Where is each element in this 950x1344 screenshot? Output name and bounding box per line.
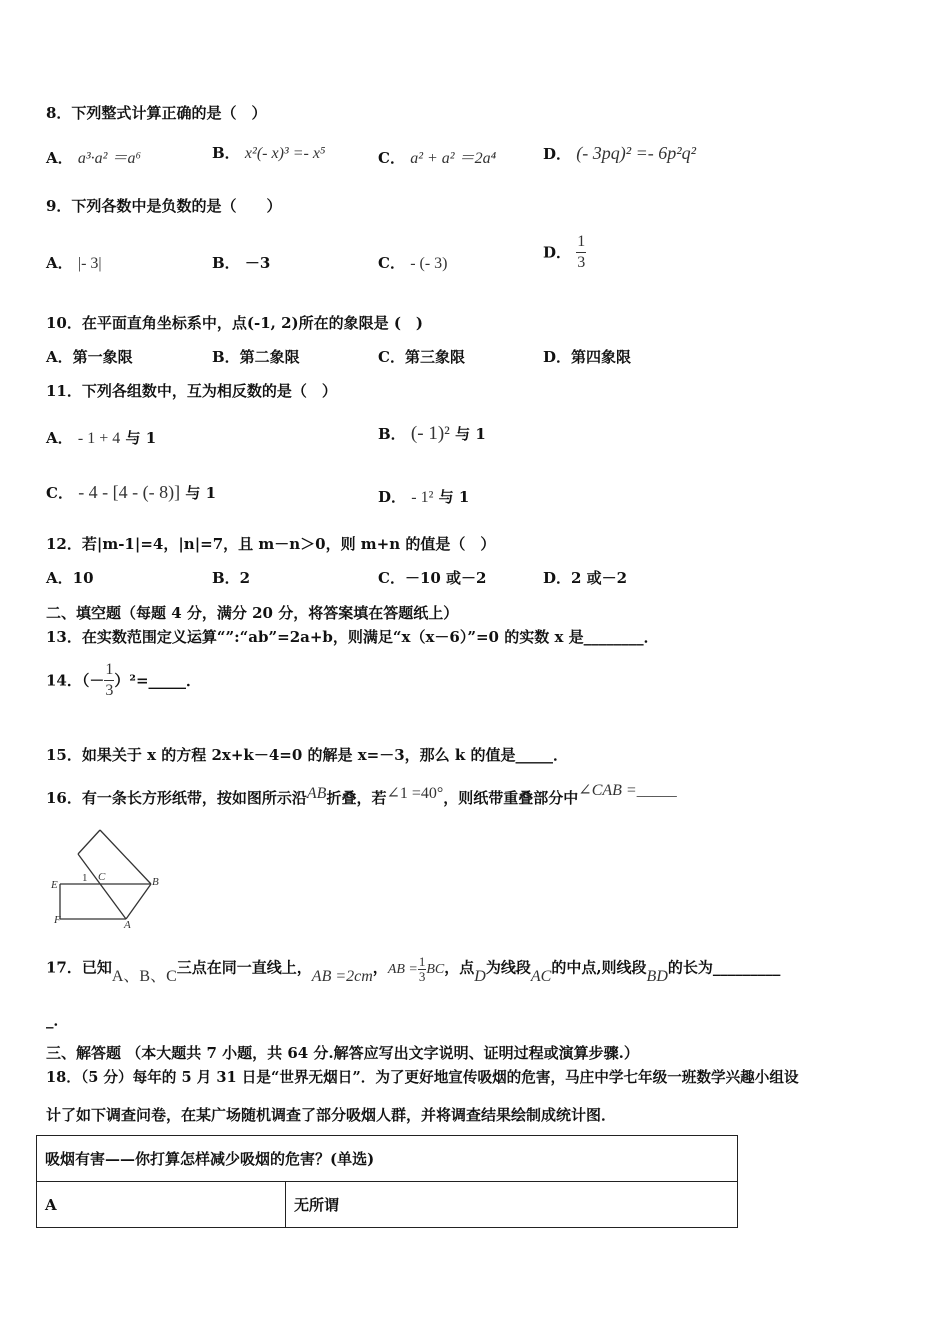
q8-b-expr: x²(- x)³ =- x⁵: [244, 145, 326, 162]
q8-option-d: [543, 143, 696, 164]
q11-a-tail: 与 1: [125, 429, 157, 447]
q17-rel-numerator: 1: [418, 954, 426, 969]
q8-option-c: [378, 148, 496, 169]
q14-denominator: 3: [105, 682, 114, 699]
q11-b-expr: (- 1)²: [410, 423, 450, 444]
q8-d-label: D．: [543, 145, 572, 163]
q16-figure: [48, 828, 168, 928]
q9-stem: 9．下列各数中是负数的是（ ）: [46, 197, 282, 215]
q16-part2: 折叠，若: [326, 789, 387, 807]
q16-angle: ∠1 =40°: [386, 785, 444, 802]
q17-continuation: _．: [46, 1011, 69, 1029]
q16: [46, 782, 677, 809]
q11-stem: 11．下列各组数中，互为相反数的是（ ）: [46, 382, 337, 400]
q11-option-d: [378, 487, 469, 508]
q17-part5: 的中点,则线段: [551, 958, 647, 977]
q14: [46, 660, 201, 701]
label-angle-1: 1: [82, 872, 88, 884]
q8-d-expr: (- 3pq)² =- 6p²q²: [576, 143, 697, 163]
q14-numerator: 1: [104, 660, 114, 681]
q8-option-b: [212, 143, 326, 164]
fold-edge-bottom: [78, 854, 126, 919]
q11-option-c: [46, 482, 216, 503]
q8-a-expr: a³·a² ＝a⁶: [77, 150, 142, 167]
q17: [46, 955, 780, 984]
q10-option-d: D．第四象限: [543, 348, 632, 366]
survey-header: 吸烟有害——你打算怎样减少吸烟的危害？(单选): [37, 1136, 738, 1182]
q17-part2: 三点在同一直线上，: [176, 958, 312, 977]
q8-stem: 8．下列整式计算正确的是（ ）: [46, 104, 267, 122]
q18-line2: 计了如下调查问卷，在某广场随机调查了部分吸烟人群，并将调查结果绘制成统计图．: [46, 1106, 617, 1124]
q18-line1: 18．（5 分）每年的 5 月 31 日是“世界无烟日”．为了更好地宣传吸烟的危害，马庄中学七年级一班数学兴趣小组设: [46, 1069, 799, 1086]
survey-option-text: 无所谓: [286, 1182, 738, 1228]
q12-option-a: A．10: [46, 569, 94, 587]
q17-part1: 17．已知: [46, 958, 112, 977]
q8-a-label: A．: [46, 149, 73, 167]
q9-c-expr: - (- 3): [410, 255, 448, 272]
edge-a-b: [126, 884, 151, 919]
q8-b-label: B．: [212, 144, 240, 162]
q11-b-label: B．: [378, 425, 406, 443]
q17-points: A、B、C: [111, 967, 177, 985]
q17-ac: AC: [530, 967, 552, 985]
q12-option-d: D．2 或－2: [543, 569, 628, 587]
q17-rel-denominator: 3: [418, 969, 426, 984]
fold-edge-left: [78, 830, 100, 854]
q11-c-tail: 与 1: [185, 484, 217, 502]
q17-rel-post: BC: [426, 961, 445, 977]
q14-suffix: ）²=_____．: [114, 671, 202, 690]
q10-stem: 10．在平面直角坐标系中，点(-1, 2)所在的象限是 ( ): [46, 314, 424, 332]
q14-prefix: 14．（－: [46, 671, 105, 690]
q9-b-label: B．: [212, 254, 240, 272]
q16-part1: 16．有一条长方形纸带，按如图所示沿: [46, 789, 307, 807]
label-c: C: [98, 871, 106, 883]
q10-option-b: B．第二象限: [212, 348, 300, 366]
q15-text: 15．如果关于 x 的方程 2x+k－4=0 的解是 x=－3，那么 k 的值是_____．: [46, 746, 568, 764]
q16-part3: ，则纸带重叠部分中: [443, 789, 579, 807]
section-3-title: 三、解答题 （本大题共 7 小题，共 64 分.解答应写出文字说明、证明过程或演算步骤.）: [46, 1044, 639, 1062]
q11-option-b: [378, 424, 486, 444]
q11-a-label: A．: [46, 429, 73, 447]
label-b: B: [152, 876, 159, 888]
q9-a-expr: |- 3|: [77, 255, 102, 272]
q17-relation: [387, 954, 445, 984]
q9-option-b: [212, 253, 270, 273]
q17-bd: BD: [646, 967, 668, 985]
q8-option-a: [46, 148, 141, 169]
label-e: E: [51, 879, 58, 891]
q17-comma: ，: [372, 958, 388, 977]
q9-option-c: [378, 253, 448, 274]
section-2-title: 二、填空题（每题 4 分，满分 20 分，将答案填在答题纸上）: [46, 604, 459, 622]
label-f: F: [54, 914, 61, 926]
q9-c-label: C．: [378, 254, 405, 272]
q11-c-expr: - 4 - [4 - (- 8)]: [78, 482, 181, 502]
q11-c-label: C．: [46, 484, 73, 502]
q9-option-a: [46, 253, 102, 274]
survey-row: [37, 1182, 738, 1228]
survey-table: [36, 1135, 738, 1228]
q11-a-expr: - 1 + 4: [77, 430, 121, 447]
fold-edge-top: [100, 830, 151, 884]
q9-a-label: A．: [46, 254, 73, 272]
q11-b-tail: 与 1: [455, 425, 486, 443]
q17-d: D: [474, 967, 486, 985]
q11-option-a: [46, 428, 156, 449]
q17-part3: ，点: [444, 958, 475, 977]
q8-c-expr: a² + a² ＝2a⁴: [410, 150, 497, 167]
q9-d-denominator: 3: [577, 254, 586, 271]
q11-d-label: D．: [378, 488, 407, 506]
q13-text: 13．在实数范围定义运算“”:“ab”=2a+b，则满足“x（x－6）”=0 的实数 x 是________．: [46, 628, 659, 646]
q11-d-expr: - 1²: [411, 489, 434, 506]
q9-d-fraction: [576, 232, 586, 273]
q16-ab: AB: [306, 785, 327, 802]
q14-fraction: [104, 660, 114, 701]
q11-d-tail: 与 1: [438, 488, 470, 506]
survey-option-letter: A: [37, 1182, 286, 1228]
q10-option-c: C．第三象限: [378, 348, 465, 366]
q9-d-label: D．: [543, 243, 572, 262]
q10-option-a: A．第一象限: [46, 348, 133, 366]
q17-part6: 的长为_________: [667, 958, 781, 977]
q9-option-d: [543, 232, 586, 273]
q8-c-label: C．: [378, 149, 405, 167]
q9-b-expr: －3: [244, 254, 271, 272]
q12-stem: 12．若|m-1|=4，|n|=7，且 m－n＞0，则 m+n 的值是（ ）: [46, 535, 496, 553]
survey-header-row: [37, 1136, 738, 1182]
q9-d-numerator: 1: [576, 232, 586, 253]
q17-part4: 为线段: [485, 958, 531, 977]
q12-option-c: C．－10 或－2: [378, 569, 487, 587]
q17-rel-pre: AB =: [387, 961, 418, 977]
q16-cab: ∠CAB =_____: [578, 782, 677, 799]
q17-ab: AB =2cm: [311, 967, 373, 985]
label-a: A: [124, 919, 131, 928]
q12-option-b: B．2: [212, 569, 251, 587]
